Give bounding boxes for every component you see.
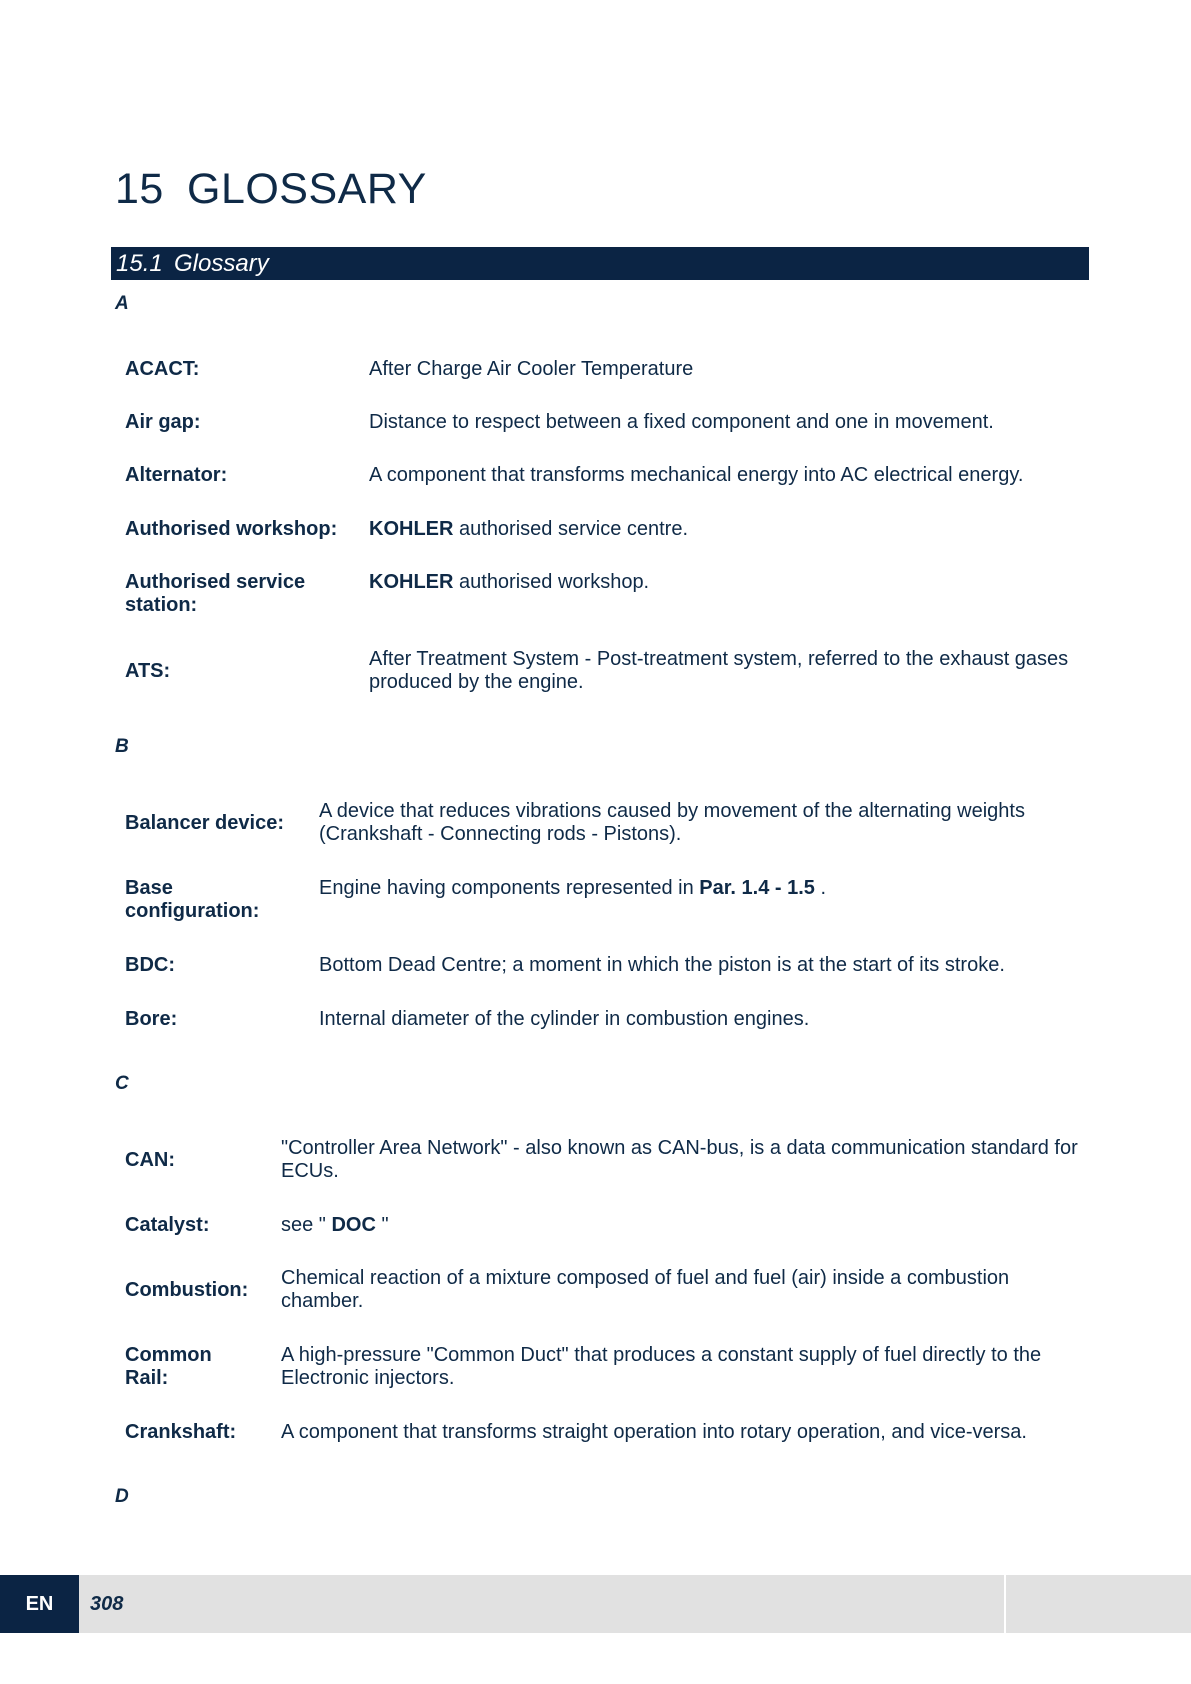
chapter-title-text: GLOSSARY [187, 165, 427, 213]
glossary-term: ATS: [125, 660, 171, 682]
chapter-title [115, 165, 427, 214]
section-title: Glossary [174, 250, 269, 277]
glossary-term: Air gap: [125, 411, 201, 433]
term-line: Authorised service [125, 571, 306, 593]
glossary-term: Combustion: [125, 1279, 249, 1301]
glossary-definition [369, 571, 649, 594]
section-number: 15.1 [116, 250, 163, 277]
letter-heading-b: B [115, 736, 129, 757]
letter-heading-a: A [115, 293, 129, 314]
footer-divider [1004, 1575, 1006, 1633]
definition-text: authorised workshop. [453, 571, 650, 593]
term-line: station: [125, 594, 198, 616]
glossary-definition [281, 1137, 1078, 1183]
definition-line: Electronic injectors. [281, 1367, 455, 1389]
definition-line: (Crankshaft - Connecting rods - Pistons). [319, 823, 682, 845]
definition-line: ECUs. [281, 1160, 339, 1182]
glossary-term [125, 571, 305, 617]
glossary-definition: After Charge Air Cooler Temperature [369, 358, 694, 380]
glossary-term: Bore: [125, 1008, 178, 1030]
glossary-definition [369, 518, 688, 541]
paragraph-reference: Par. 1.4 - 1.5 [699, 877, 815, 899]
definition-line: A high-pressure "Common Duct" that produces a constant supply of fuel directly to the [281, 1344, 1042, 1366]
definition-text-end: " [375, 1214, 389, 1236]
definition-line: A device that reduces vibrations caused by movement of the alternating weights [319, 800, 1025, 822]
glossary-term: ACACT: [125, 358, 200, 380]
glossary-definition [319, 877, 826, 900]
definition-text: authorised service centre. [453, 518, 689, 540]
language-tab: EN [0, 1575, 79, 1633]
definition-line: "Controller Area Network" - also known as CAN-bus, is a data communication standard for [281, 1137, 1078, 1159]
glossary-term [125, 1344, 212, 1390]
section-header [111, 247, 1089, 280]
term-line: Common [125, 1344, 212, 1366]
glossary-definition: Distance to respect between a fixed component and one in movement. [369, 411, 994, 433]
cross-reference: DOC [331, 1214, 376, 1236]
definition-line: After Treatment System - Post-treatment system, referred to the exhaust gases [369, 648, 1069, 670]
letter-heading-d: D [115, 1486, 129, 1507]
page-number: 308 [90, 1593, 124, 1615]
definition-text: see " [281, 1214, 332, 1236]
glossary-term: CAN: [125, 1149, 175, 1171]
glossary-definition: A component that transforms straight operation into rotary operation, and vice-versa. [281, 1421, 1027, 1443]
page-footer [0, 1575, 1191, 1633]
glossary-definition: Bottom Dead Centre; a moment in which the piston is at the start of its stroke. [319, 954, 1005, 976]
glossary-definition [319, 800, 1025, 846]
glossary-term: Balancer device: [125, 812, 284, 834]
definition-line: produced by the engine. [369, 671, 584, 693]
definition-text-end: . [814, 877, 827, 899]
glossary-definition [281, 1214, 389, 1237]
glossary-term: Alternator: [125, 464, 228, 486]
glossary-definition: A component that transforms mechanical energy into AC electrical energy. [369, 464, 1024, 486]
definition-text: Engine having components represented in [319, 877, 700, 899]
definition-line: Chemical reaction of a mixture composed of fuel and fuel (air) inside a combustion [281, 1267, 1010, 1289]
glossary-term: BDC: [125, 954, 175, 976]
glossary-definition: Internal diameter of the cylinder in combustion engines. [319, 1008, 810, 1030]
brand-name: KOHLER [369, 518, 454, 540]
glossary-definition [281, 1344, 1041, 1390]
glossary-term: Crankshaft: [125, 1421, 237, 1443]
term-line: Rail: [125, 1367, 169, 1389]
glossary-term: Authorised workshop: [125, 518, 338, 540]
term-line: configuration: [125, 900, 260, 922]
definition-line: chamber. [281, 1290, 364, 1312]
brand-name: KOHLER [369, 571, 454, 593]
glossary-term: Catalyst: [125, 1214, 210, 1236]
letter-heading-c: C [115, 1073, 129, 1094]
glossary-definition [281, 1267, 1009, 1313]
chapter-number: 15 [115, 165, 164, 213]
glossary-definition [369, 648, 1068, 694]
term-line: Base [125, 877, 173, 899]
glossary-term [125, 877, 259, 923]
